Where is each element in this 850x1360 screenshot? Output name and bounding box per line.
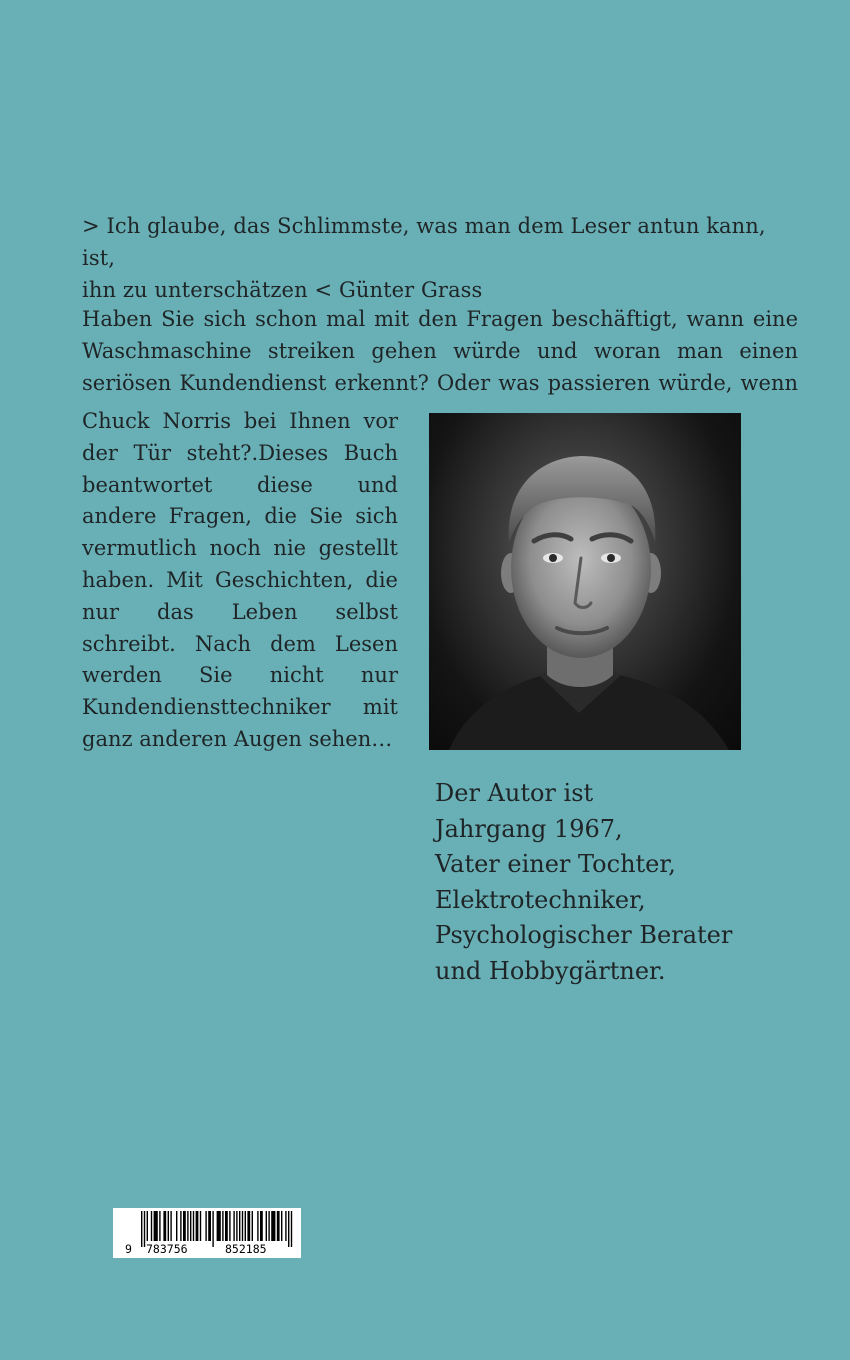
barcode-bar [200,1211,201,1241]
barcode-bar [229,1211,230,1241]
barcode-bar [281,1211,282,1241]
barcode-bar [154,1211,158,1241]
barcode-bar [239,1211,240,1241]
author-photo [429,413,741,750]
barcode-bar [222,1211,223,1241]
description-line: Kundendiensttechniker mit [82,695,398,720]
description-line: andere Fragen, die Sie sich [82,504,398,529]
barcode-bar [151,1211,152,1241]
barcode-bar [168,1211,169,1241]
description-line: der Tür steht?.Dieses Buch [82,440,398,465]
barcode-bar [236,1211,237,1241]
description-wrapped [82,406,398,756]
description-line: ganz anderen Augen sehen… [82,726,393,751]
barcode-bar [225,1211,228,1241]
description-line: nur das Leben selbst [82,599,398,624]
barcode-bar [190,1211,191,1241]
quote-block [82,210,798,306]
barcode-bar [196,1211,199,1241]
barcode-bar [266,1211,267,1241]
bio-line: und Hobbygärtner. [435,956,666,985]
barcode-bar [193,1211,194,1241]
barcode-bar [183,1211,186,1241]
description-line: beantwortet diese und [82,472,398,497]
barcode-bar [285,1211,286,1241]
barcode-bar [277,1211,280,1241]
quote-line-2: ihn zu unterschätzen < Günter Grass [82,278,483,302]
barcode-bar [257,1211,258,1241]
description-intro [82,303,798,399]
barcode-bar [233,1211,234,1241]
bio-line: Der Autor ist [435,779,594,807]
description-line: Waschmaschine streiken gehen würde und woran man einen [82,339,798,363]
barcode-bar [205,1211,206,1241]
bio-line: Vater einer Tochter, [435,850,676,878]
barcode-bar [271,1211,275,1241]
barcode-bar [247,1211,250,1241]
barcode-group-2: 852185 [225,1242,267,1256]
barcode-bar [268,1211,269,1241]
barcode-bar [252,1211,253,1241]
barcode-bar [170,1211,171,1241]
author-bio [435,776,755,989]
barcode-bar [159,1211,160,1241]
description-line: schreibt. Nach dem Lesen [82,631,398,656]
barcode-bar [176,1211,177,1241]
barcode-bar [147,1211,148,1241]
description-line: Haben Sie sich schon mal mit den Fragen beschäftigt, wann eine [82,307,798,331]
barcode-bar [242,1211,243,1241]
bio-line: Jahrgang 1967, [435,814,623,843]
bio-line: Psychologischer Berater [435,921,733,949]
description-line: werden Sie nicht nur [82,663,398,688]
barcode-first-digit: 9 [125,1242,132,1256]
barcode-group-1: 783756 [146,1242,188,1256]
barcode-bar [187,1211,188,1241]
author-portrait-illustration [429,413,741,750]
barcode-bar [180,1211,181,1241]
isbn-barcode [113,1208,301,1258]
barcode-bar [260,1211,263,1241]
bio-line: Elektrotechniker, [435,885,646,914]
description-line: vermutlich noch nie gestellt [82,536,398,561]
barcode-bar [208,1211,211,1241]
description-line: haben. Mit Geschichten, die [82,567,398,592]
description-line: Chuck Norris bei Ihnen vor [82,409,398,433]
barcode-bar [245,1211,246,1241]
barcode-bar [163,1211,166,1241]
description-line: seriösen Kundendienst erkennt? Oder was passieren würde, wenn [82,371,798,395]
quote-line-1: > Ich glaube, das Schlimmste, was man dem Leser antun kann, ist, [82,214,766,270]
barcode-digits [113,1242,301,1258]
barcode-bar [217,1211,221,1241]
